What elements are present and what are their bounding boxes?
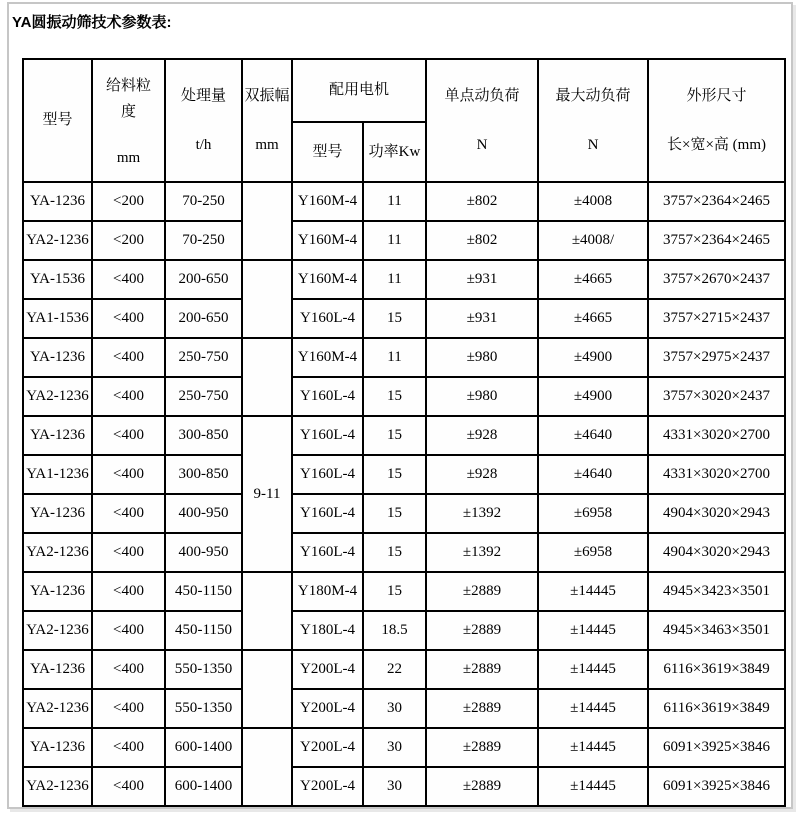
cell-model: YA2-1236 — [23, 611, 92, 650]
col-header-feed-size-label: 给料粒度 — [105, 77, 151, 121]
cell-single-load: ±931 — [426, 260, 538, 299]
cell-model: YA-1236 — [23, 416, 92, 455]
cell-max-load: ±4640 — [538, 455, 648, 494]
cell-dimensions: 3757×3020×2437 — [648, 377, 785, 416]
cell-motor-power: 15 — [363, 572, 426, 611]
table-row — [23, 767, 785, 806]
cell-motor-power: 11 — [363, 221, 426, 260]
cell-motor-power: 11 — [363, 182, 426, 221]
content-frame — [7, 2, 793, 809]
cell-motor-model: Y160M-4 — [292, 260, 363, 299]
cell-capacity: 250-750 — [165, 338, 242, 377]
cell-single-load: ±2889 — [426, 767, 538, 806]
table-row — [23, 572, 785, 611]
cell-feed-size: <400 — [92, 611, 165, 650]
col-header-single-load-label: 单点动负荷 — [444, 87, 520, 104]
cell-max-load: ±4900 — [538, 338, 648, 377]
cell-model: YA-1236 — [23, 572, 92, 611]
col-header-amplitude-label: 双振幅 — [244, 87, 290, 104]
table-row — [23, 455, 785, 494]
col-header-amplitude — [242, 59, 292, 182]
col-header-capacity — [165, 59, 242, 182]
cell-max-load: ±4665 — [538, 299, 648, 338]
table-row — [23, 299, 785, 338]
cell-feed-size: <200 — [92, 221, 165, 260]
cell-motor-power: 15 — [363, 455, 426, 494]
cell-motor-model: Y200L-4 — [292, 650, 363, 689]
table-row — [23, 416, 785, 455]
cell-motor-power: 15 — [363, 533, 426, 572]
col-header-motor-group: 配用电机 — [292, 59, 426, 122]
cell-capacity: 550-1350 — [165, 689, 242, 728]
cell-feed-size: <400 — [92, 728, 165, 767]
cell-single-load: ±2889 — [426, 650, 538, 689]
cell-single-load: ±931 — [426, 299, 538, 338]
cell-feed-size: <200 — [92, 182, 165, 221]
cell-feed-size: <400 — [92, 767, 165, 806]
cell-model: YA-1236 — [23, 182, 92, 221]
cell-capacity: 400-950 — [165, 494, 242, 533]
col-header-dimensions-label: 外形尺寸 — [686, 87, 747, 104]
cell-max-load: ±4008/ — [538, 221, 648, 260]
cell-capacity: 200-650 — [165, 299, 242, 338]
cell-max-load: ±14445 — [538, 650, 648, 689]
cell-max-load: ±14445 — [538, 689, 648, 728]
cell-capacity: 200-650 — [165, 260, 242, 299]
cell-dimensions: 6116×3619×3849 — [648, 689, 785, 728]
cell-feed-size: <400 — [92, 572, 165, 611]
col-header-max-load-label: 最大动负荷 — [555, 87, 631, 104]
cell-amplitude: 9-11 — [242, 416, 292, 572]
cell-model: YA2-1236 — [23, 377, 92, 416]
cell-dimensions: 4904×3020×2943 — [648, 494, 785, 533]
cell-motor-model: Y160L-4 — [292, 533, 363, 572]
cell-max-load: ±14445 — [538, 767, 648, 806]
cell-dimensions: 6116×3619×3849 — [648, 650, 785, 689]
col-header-model-label: 型号 — [42, 112, 73, 129]
cell-single-load: ±802 — [426, 221, 538, 260]
col-header-max-load-unit: N — [587, 136, 599, 153]
cell-motor-power: 30 — [363, 689, 426, 728]
cell-model: YA2-1236 — [23, 533, 92, 572]
table-row — [23, 611, 785, 650]
table-row — [23, 260, 785, 299]
cell-capacity: 450-1150 — [165, 572, 242, 611]
cell-model: YA2-1236 — [23, 767, 92, 806]
cell-model: YA1-1236 — [23, 455, 92, 494]
table-row — [23, 533, 785, 572]
col-header-capacity-label: 处理量 — [180, 87, 226, 104]
cell-feed-size: <400 — [92, 377, 165, 416]
cell-motor-power: 30 — [363, 728, 426, 767]
table-row — [23, 728, 785, 767]
cell-dimensions: 4904×3020×2943 — [648, 533, 785, 572]
cell-motor-power: 15 — [363, 416, 426, 455]
cell-max-load: ±14445 — [538, 728, 648, 767]
col-header-dimensions-unit: 长×宽×高 (mm) — [667, 136, 767, 153]
cell-motor-power: 22 — [363, 650, 426, 689]
cell-motor-model: Y180L-4 — [292, 611, 363, 650]
cell-model: YA1-1536 — [23, 299, 92, 338]
cell-max-load: ±14445 — [538, 572, 648, 611]
cell-single-load: ±928 — [426, 455, 538, 494]
cell-motor-model: Y180M-4 — [292, 572, 363, 611]
cell-amplitude — [242, 182, 292, 260]
cell-motor-power: 15 — [363, 377, 426, 416]
cell-max-load: ±6958 — [538, 533, 648, 572]
cell-single-load: ±2889 — [426, 728, 538, 767]
table-row — [23, 338, 785, 377]
cell-amplitude — [242, 728, 292, 806]
cell-dimensions: 3757×2715×2437 — [648, 299, 785, 338]
cell-dimensions: 4331×3020×2700 — [648, 416, 785, 455]
cell-dimensions: 6091×3925×3846 — [648, 767, 785, 806]
cell-feed-size: <400 — [92, 689, 165, 728]
cell-single-load: ±980 — [426, 377, 538, 416]
spec-table — [22, 58, 786, 807]
cell-model: YA2-1236 — [23, 221, 92, 260]
col-header-motor-model: 型号 — [292, 122, 363, 182]
cell-motor-model: Y160M-4 — [292, 338, 363, 377]
cell-amplitude — [242, 572, 292, 650]
cell-max-load: ±4640 — [538, 416, 648, 455]
cell-capacity: 300-850 — [165, 416, 242, 455]
table-row — [23, 689, 785, 728]
cell-feed-size: <400 — [92, 299, 165, 338]
cell-motor-model: Y160L-4 — [292, 299, 363, 338]
cell-motor-model: Y160M-4 — [292, 182, 363, 221]
cell-motor-model: Y160L-4 — [292, 494, 363, 533]
cell-dimensions: 3757×2364×2465 — [648, 182, 785, 221]
cell-feed-size: <400 — [92, 533, 165, 572]
cell-motor-power: 18.5 — [363, 611, 426, 650]
cell-capacity: 550-1350 — [165, 650, 242, 689]
cell-feed-size: <400 — [92, 416, 165, 455]
cell-motor-model: Y160L-4 — [292, 455, 363, 494]
cell-capacity: 450-1150 — [165, 611, 242, 650]
cell-feed-size: <400 — [92, 494, 165, 533]
cell-single-load: ±2889 — [426, 689, 538, 728]
cell-capacity: 300-850 — [165, 455, 242, 494]
col-header-capacity-unit: t/h — [195, 136, 212, 153]
cell-max-load: ±4008 — [538, 182, 648, 221]
col-header-feed-size — [92, 59, 165, 182]
cell-capacity: 600-1400 — [165, 728, 242, 767]
cell-feed-size: <400 — [92, 338, 165, 377]
cell-single-load: ±802 — [426, 182, 538, 221]
cell-model: YA-1536 — [23, 260, 92, 299]
cell-model: YA2-1236 — [23, 689, 92, 728]
cell-single-load: ±2889 — [426, 572, 538, 611]
cell-amplitude — [242, 338, 292, 416]
cell-motor-power: 11 — [363, 338, 426, 377]
col-header-feed-size-unit: mm — [116, 150, 141, 167]
cell-motor-model: Y200L-4 — [292, 728, 363, 767]
cell-motor-model: Y200L-4 — [292, 767, 363, 806]
cell-motor-model: Y200L-4 — [292, 689, 363, 728]
cell-capacity: 250-750 — [165, 377, 242, 416]
cell-single-load: ±928 — [426, 416, 538, 455]
cell-model: YA-1236 — [23, 494, 92, 533]
cell-motor-power: 30 — [363, 767, 426, 806]
cell-model: YA-1236 — [23, 728, 92, 767]
page-title: YA圆振动筛技术参数表: — [12, 14, 172, 31]
col-header-single-load-unit: N — [476, 136, 488, 153]
cell-dimensions: 3757×2364×2465 — [648, 221, 785, 260]
cell-model: YA-1236 — [23, 338, 92, 377]
cell-feed-size: <400 — [92, 455, 165, 494]
cell-amplitude — [242, 650, 292, 728]
cell-motor-model: Y160L-4 — [292, 416, 363, 455]
cell-dimensions: 6091×3925×3846 — [648, 728, 785, 767]
col-header-motor-power: 功率Kw — [363, 122, 426, 182]
cell-dimensions: 3757×2975×2437 — [648, 338, 785, 377]
col-header-dimensions — [648, 59, 785, 182]
cell-single-load: ±2889 — [426, 611, 538, 650]
col-header-single-load — [426, 59, 538, 182]
cell-dimensions: 4945×3463×3501 — [648, 611, 785, 650]
cell-motor-model: Y160M-4 — [292, 221, 363, 260]
cell-motor-power: 11 — [363, 260, 426, 299]
cell-single-load: ±1392 — [426, 494, 538, 533]
cell-max-load: ±4900 — [538, 377, 648, 416]
col-header-max-load — [538, 59, 648, 182]
cell-dimensions: 4945×3423×3501 — [648, 572, 785, 611]
cell-motor-power: 15 — [363, 299, 426, 338]
cell-dimensions: 4331×3020×2700 — [648, 455, 785, 494]
cell-feed-size: <400 — [92, 650, 165, 689]
cell-amplitude — [242, 260, 292, 338]
cell-capacity: 400-950 — [165, 533, 242, 572]
cell-max-load: ±14445 — [538, 611, 648, 650]
cell-motor-power: 15 — [363, 494, 426, 533]
cell-single-load: ±980 — [426, 338, 538, 377]
col-header-model — [23, 59, 92, 182]
table-row — [23, 182, 785, 221]
cell-single-load: ±1392 — [426, 533, 538, 572]
cell-motor-model: Y160L-4 — [292, 377, 363, 416]
cell-capacity: 70-250 — [165, 182, 242, 221]
header-row-1 — [23, 59, 785, 122]
cell-max-load: ±6958 — [538, 494, 648, 533]
cell-max-load: ±4665 — [538, 260, 648, 299]
cell-dimensions: 3757×2670×2437 — [648, 260, 785, 299]
table-row — [23, 650, 785, 689]
cell-capacity: 70-250 — [165, 221, 242, 260]
cell-feed-size: <400 — [92, 260, 165, 299]
cell-model: YA-1236 — [23, 650, 92, 689]
table-row — [23, 377, 785, 416]
table-row — [23, 221, 785, 260]
cell-capacity: 600-1400 — [165, 767, 242, 806]
table-row — [23, 494, 785, 533]
col-header-amplitude-unit: mm — [255, 136, 279, 153]
